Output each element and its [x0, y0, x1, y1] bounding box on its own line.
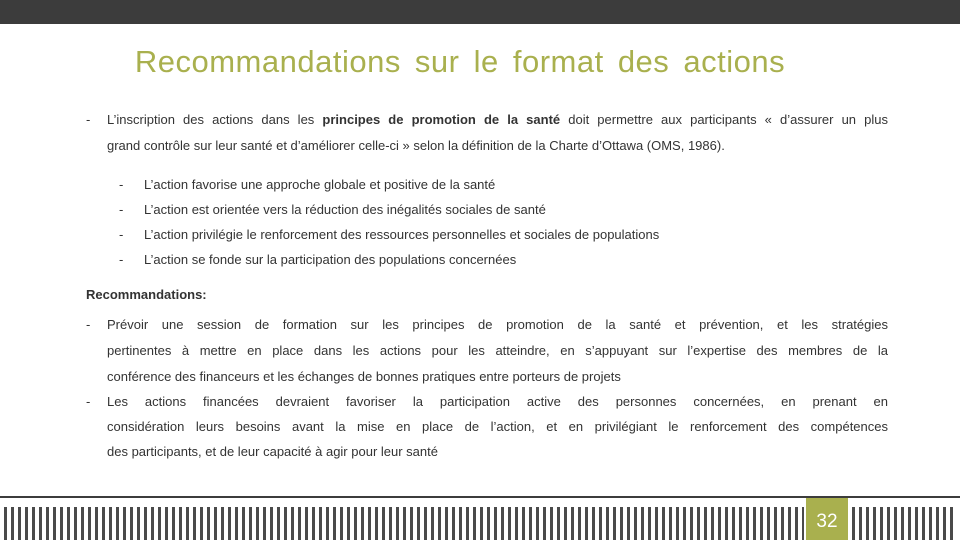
- recommendation-line: pertinentes à mettre en place dans les actions pour les atteindre, en s’appuyant sur l’expertise des membres de la: [107, 343, 888, 358]
- recommendation-line: considération leurs besoins avant la mise en place de l’action, et en privilégiant le renforcement des compétences: [107, 419, 888, 434]
- recommendation-bullet: -: [86, 317, 91, 332]
- intro-line-2: grand contrôle sur leur santé et d’améliorer celle-ci » selon la définition de la Charte d’Ottawa (OMS, 1986).: [107, 138, 725, 153]
- slide-title: Recommandations sur le format des actions: [134, 44, 786, 79]
- footer-stripes-right: [852, 507, 956, 540]
- recommendation-line: Prévoir une session de formation sur les principes de promotion de la santé et prévention, et les stratégies: [107, 317, 888, 332]
- page-number: 32: [816, 511, 838, 532]
- recommendations-heading: Recommandations:: [86, 287, 207, 302]
- sub-item-bullet: -: [119, 227, 124, 242]
- recommendation-line: Les actions financées devraient favoriser la participation active des personnes concernées, en prenant en: [107, 394, 888, 409]
- sub-item-text: L’action favorise une approche globale et positive de la santé: [144, 177, 496, 192]
- sub-item-text: L’action se fonde sur la participation des populations concernées: [144, 252, 517, 267]
- sub-item-bullet: -: [119, 202, 124, 217]
- intro-bullet: -: [86, 112, 91, 127]
- recommendation-line: conférence des financeurs et les échanges de bonnes pratiques entre porteurs de projets: [107, 369, 621, 384]
- intro-text-post: doit permettre aux participants « d’assurer un plus: [560, 112, 888, 127]
- intro-text-bold: principes de promotion de la santé: [322, 112, 561, 127]
- sub-item-bullet: -: [119, 177, 124, 192]
- intro-line-1: [107, 112, 888, 127]
- sub-item-text: L’action privilégie le renforcement des ressources personnelles et sociales de populations: [144, 227, 660, 242]
- header-bar: [0, 0, 960, 24]
- recommendation-bullet: -: [86, 394, 91, 409]
- intro-text-pre: L’inscription des actions dans les: [107, 112, 323, 127]
- recommendation-line: des participants, et de leur capacité à agir pour leur santé: [107, 444, 438, 459]
- sub-item-text: L’action est orientée vers la réduction des inégalités sociales de santé: [144, 202, 546, 217]
- footer-stripes-left: [4, 507, 804, 540]
- sub-item-bullet: -: [119, 252, 124, 267]
